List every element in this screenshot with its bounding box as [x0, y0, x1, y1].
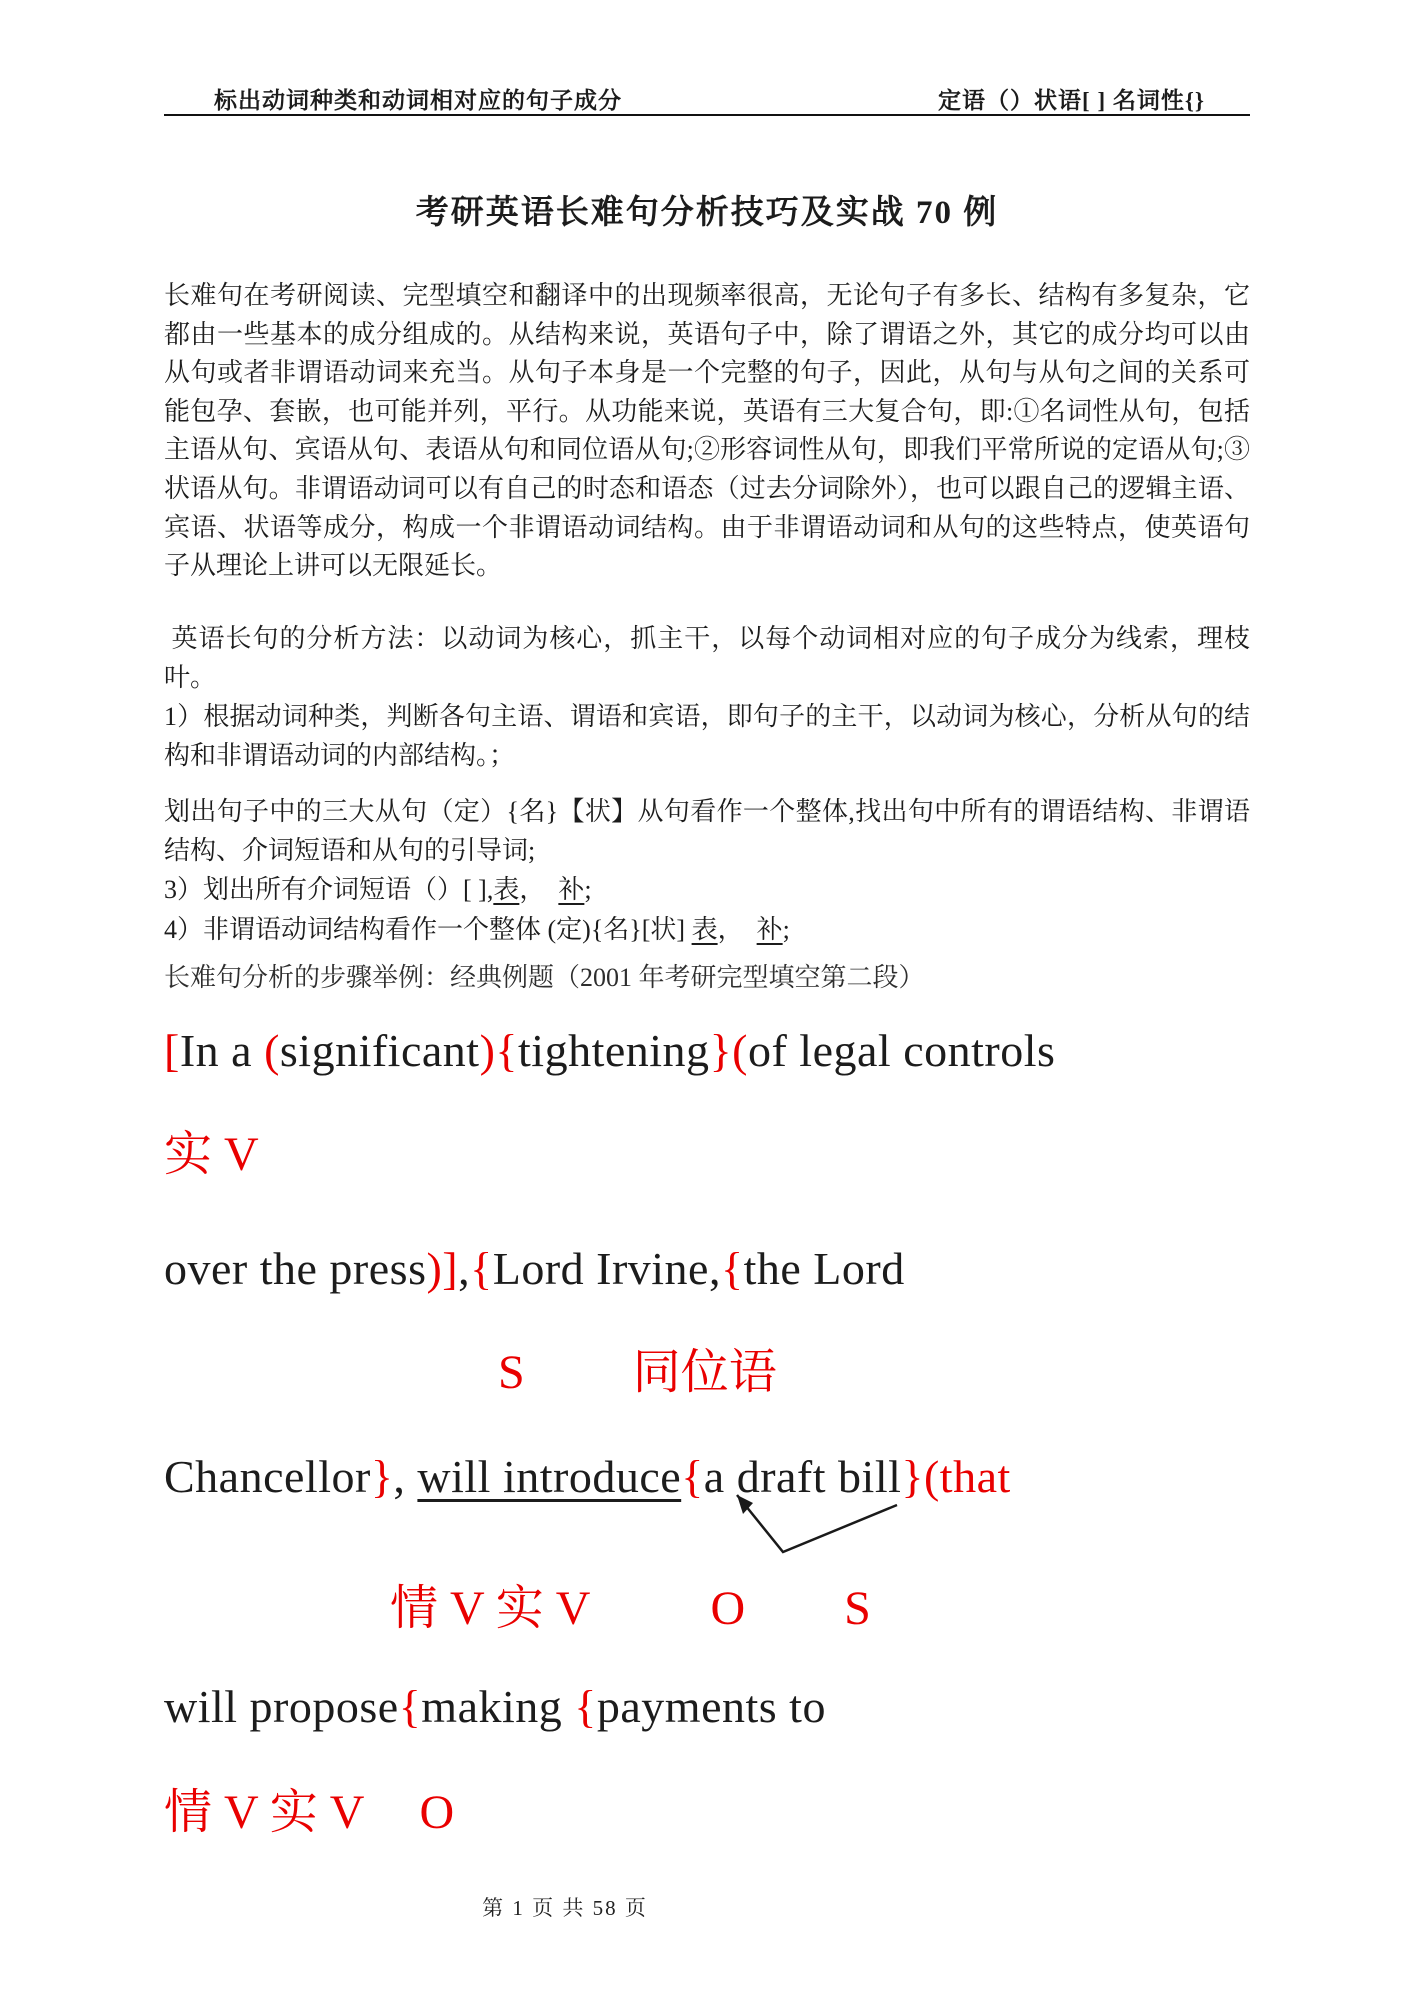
token: { [495, 1025, 519, 1076]
step3-paragraph [164, 871, 1250, 910]
token: )] [426, 1243, 459, 1294]
example-caption: 长难句分析的步骤举例：经典例题（2001 年考研完型填空第二段） [164, 963, 925, 992]
token: 3）划出所有介词短语（）[ ], [164, 875, 494, 904]
annotation-arrow-icon [722, 1486, 922, 1561]
method-paragraph: 英语长句的分析方法：以动词为核心，抓主干，以每个动词相对应的句子成分为线索，理枝叶。 [164, 624, 1250, 692]
token: , [393, 1451, 418, 1502]
token: [ [164, 1025, 180, 1076]
token: , [458, 1243, 471, 1294]
token: Lord Irvine, [492, 1243, 721, 1294]
token: 补 [558, 875, 585, 904]
annotation-line-3 [390, 1580, 871, 1638]
token: tightening [518, 1025, 710, 1076]
token: O [710, 1582, 746, 1635]
token: { [398, 1681, 422, 1732]
page-number: 第 1 页 共 58 页 [482, 1896, 648, 1920]
token: } [709, 1025, 733, 1076]
token: In a [179, 1025, 265, 1076]
example-sentence-2 [164, 1240, 905, 1298]
token: } [901, 1451, 924, 1502]
token: payments to [596, 1681, 826, 1732]
token: 表 [691, 915, 718, 944]
token: } [370, 1451, 394, 1502]
step4-paragraph [164, 911, 1250, 950]
token: ( [264, 1025, 280, 1076]
token: the Lord [743, 1243, 905, 1294]
annotation-line-4 [164, 1784, 454, 1842]
token: Chancellor [164, 1451, 371, 1502]
token: S [844, 1582, 871, 1635]
token: ; [584, 875, 592, 904]
token: ， [717, 915, 757, 944]
token: { [720, 1243, 744, 1294]
example-sentence-4 [164, 1678, 826, 1736]
step2-paragraph: 划出句子中的三大从句（定）{名}【状】从句看作一个整体,找出句中所有的谓语结构、非谓语结构、介词短语和从句的引导词; [164, 797, 1250, 865]
token: 情 V 实 V [164, 1786, 365, 1839]
token: will propose [164, 1681, 399, 1732]
annotation-line-2 [498, 1344, 777, 1402]
token: 情 V 实 V [390, 1582, 591, 1635]
token: of legal controls [747, 1025, 1056, 1076]
token: making [421, 1681, 575, 1732]
token: O [419, 1786, 455, 1839]
example-sentence-1 [164, 1022, 1055, 1080]
header-right-legend: 定语（）状语[ ] 名词性{} [938, 88, 1205, 113]
token: ; [782, 915, 790, 944]
step1-paragraph: 1）根据动词种类，判断各句主语、谓语和宾语，即句子的主干，以动词为核心，分析从句的结构和非谓语动词的内部结构。； [164, 702, 1250, 770]
token: 同位语 [632, 1346, 777, 1399]
token: S [498, 1346, 525, 1399]
page-title: 考研英语长难句分析技巧及实战 70 例 [415, 195, 999, 231]
token: { [574, 1681, 597, 1732]
token: 4）非谓语动词结构看作一个整体 (定){名}[状] [164, 915, 692, 944]
token: { [681, 1451, 704, 1502]
intro-paragraph: 长难句在考研阅读、完型填空和翻译中的出现频率很高，无论句子有多长、结构有多复杂，它都由一些基本的成分组成的。从结构来说，英语句子中，除了谓语之外，其它的成分均可以由从句或者非谓语动词来充当。从句子本身是一个完整的句子，因此，从句与从句之间的关系可能包孕、套嵌，也可能并列，平行。从功能来说，英语有三大复合句，即:①名词性从句，包括主语从句、宾语从句、表语从句和同位语从句;②形容词性从句，即我们平常所说的定语从句;③状语从句。非谓语动词可以有自己的时态和语态（过去分词除外），也可以跟自己的逻辑主语、宾语、状语等成分，构成一个非谓语动词结构。由于非谓语动词和从句的这些特点，使英语句子从理论上讲可以无限延长。 [164, 281, 1250, 581]
annotation-line-1 [164, 1126, 259, 1184]
header-rule [164, 114, 1250, 116]
token: { [470, 1243, 493, 1294]
token: (that [923, 1451, 1011, 1502]
token: over the press [164, 1243, 427, 1294]
token: 表 [493, 875, 520, 904]
token: 补 [756, 915, 783, 944]
header-left-text: 标出动词种类和动词相对应的句子成分 [214, 88, 622, 113]
token: ( [732, 1025, 748, 1076]
token: ) [479, 1025, 496, 1076]
token: significant [279, 1025, 480, 1076]
token: will introduce [417, 1451, 682, 1502]
token: a draft bill [703, 1451, 902, 1502]
token: ， [519, 875, 559, 904]
token: 实 V [164, 1128, 259, 1181]
